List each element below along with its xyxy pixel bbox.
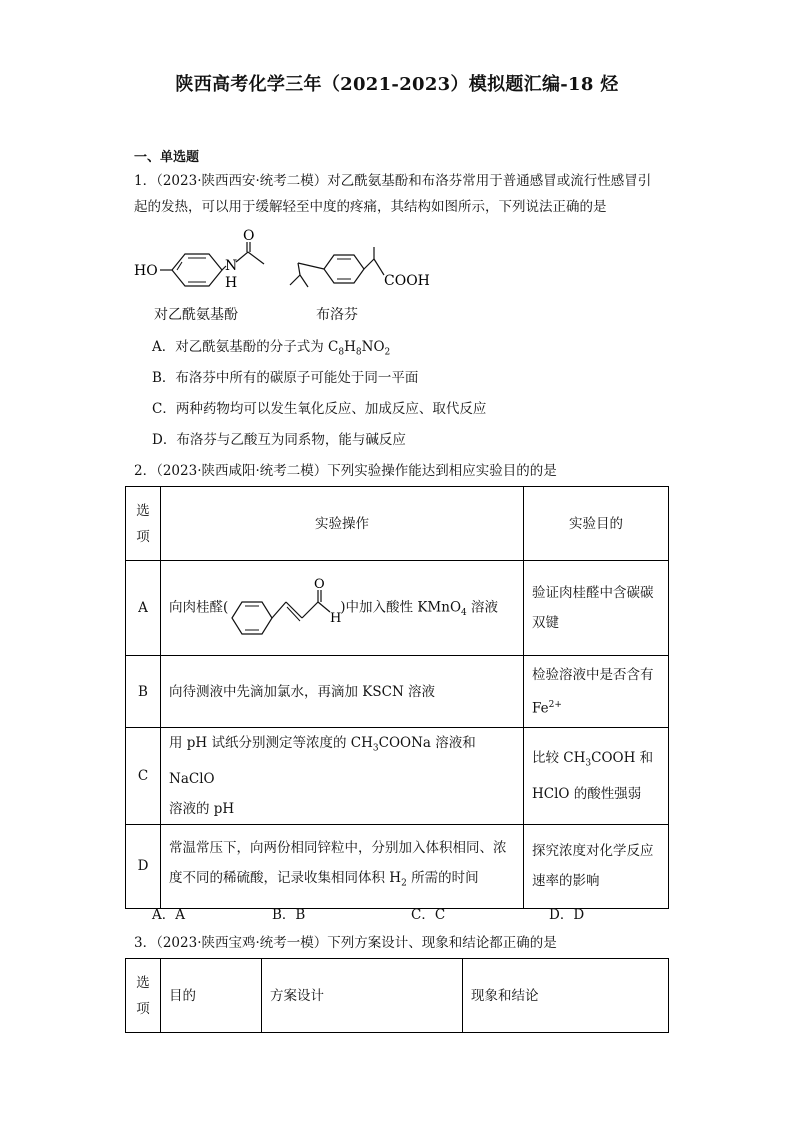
- table-header-row: [126, 487, 669, 561]
- table-header-row: [126, 959, 669, 1033]
- subscript: 8: [338, 347, 345, 358]
- header-option-line: 选: [136, 502, 150, 519]
- answer-choice-c[interactable]: C．C: [411, 907, 446, 923]
- row-letter: C: [126, 728, 161, 825]
- header-option: [126, 487, 161, 561]
- atom-o: O: [314, 577, 325, 592]
- purpose-line: 探究浓度对化学反应: [532, 843, 654, 860]
- purpose-line: 速率的影响: [532, 873, 600, 890]
- question-1-line-1: 1．（2023·陕西西安·统考二模）对乙酰氨基酚和布洛芬常用于普通感冒或流行性感冒引: [134, 173, 652, 189]
- header-option-line: 选: [136, 974, 150, 991]
- purpose-text: 比较 CH: [532, 750, 586, 766]
- operation-line: [169, 863, 515, 899]
- question-1-line-2: 起的发热，可以用于缓解轻至中度的疼痛，其结构如图所示，下列说法正确的是: [134, 199, 607, 215]
- question-1-option-d[interactable]: D．布洛芬与乙酸互为同系物，能与碱反应: [152, 432, 406, 448]
- atom-h: H: [225, 275, 238, 291]
- header-design: 方案设计: [262, 959, 463, 1033]
- operation-text: )中加入酸性 KMnO: [340, 599, 462, 616]
- operation-line: 溶液的 pH: [169, 800, 235, 817]
- header-purpose: 实验目的: [524, 487, 669, 561]
- header-option-line: 项: [136, 528, 150, 545]
- subscript: 8: [355, 347, 362, 358]
- subscript: 2: [401, 879, 407, 890]
- question-3-table: [125, 958, 669, 1033]
- page-title: 陕西高考化学三年（2021-2023）模拟题汇编-18 烃: [175, 74, 619, 95]
- operation-text: COONa 溶液和 NaClO: [169, 735, 476, 787]
- atom-n: N: [225, 258, 238, 274]
- header-operation: 实验操作: [161, 487, 524, 561]
- question-2-table: [125, 486, 669, 909]
- purpose-line: 验证肉桂醛中含碳碳: [532, 585, 654, 601]
- row-letter: B: [126, 656, 161, 728]
- subscript: 2: [384, 347, 391, 358]
- acetaminophen-structure: [130, 228, 270, 292]
- purpose-line: HClO 的酸性强弱: [532, 785, 642, 802]
- question-2-stem: 2．（2023·陕西咸阳·统考二模）下列实验操作能达到相应实验目的的是: [134, 463, 557, 479]
- row-b-purpose: [524, 656, 669, 728]
- atom-o: O: [243, 228, 255, 244]
- atom-cooh: COOH: [384, 273, 430, 289]
- benzene-ring: [172, 254, 222, 286]
- row-a-operation: [161, 561, 524, 656]
- purpose-line: [532, 690, 660, 724]
- row-letter: D: [126, 824, 161, 908]
- purpose-line: 检验溶液中是否含有: [532, 666, 654, 683]
- operation-line: [169, 728, 515, 794]
- cinnamaldehyde-structure: [226, 576, 342, 640]
- table-row: [126, 656, 669, 728]
- section-heading: 一、单选题: [134, 150, 200, 165]
- row-d-operation: [161, 824, 524, 908]
- question-3-stem: 3．（2023·陕西宝鸡·统考一模）下列方案设计、现象和结论都正确的是: [134, 935, 557, 951]
- header-option-line: 项: [136, 1000, 150, 1017]
- answer-choice-a[interactable]: A．A: [152, 907, 185, 923]
- purpose-text: Fe: [532, 700, 549, 717]
- subscript: 4: [461, 608, 467, 619]
- label-ibuprofen: 布洛芬: [316, 307, 358, 323]
- ibuprofen-structure: [288, 245, 438, 297]
- row-c-operation: [161, 728, 524, 825]
- purpose-line: 双键: [532, 615, 559, 631]
- row-a-purpose: [524, 561, 669, 656]
- operation-line: 常温常压下，向两份相同锌粒中，分别加入体积相同、浓: [169, 840, 507, 857]
- option-a-text: A．对乙酰氨基酚的分子式为 C: [152, 339, 339, 355]
- table-row: [126, 728, 669, 825]
- option-a-text: H: [344, 339, 356, 355]
- operation-text: 所需的时间: [406, 870, 479, 887]
- table-row: [126, 824, 669, 908]
- row-letter: A: [126, 561, 161, 656]
- header-goal: 目的: [161, 959, 262, 1033]
- table-row: [126, 561, 669, 656]
- operation-text: 溶液: [466, 599, 499, 616]
- option-a-text: NO: [361, 339, 385, 355]
- row-b-operation: 向待测液中先滴加氯水，再滴加 KSCN 溶液: [161, 656, 524, 728]
- row-c-purpose: [524, 728, 669, 825]
- purpose-line: [532, 743, 660, 779]
- operation-text: 向肉桂醛(: [169, 599, 229, 616]
- operation-text: 用 pH 试纸分别测定等浓度的 CH: [169, 735, 373, 751]
- question-1-option-b[interactable]: B．布洛芬中所有的碳原子可能处于同一平面: [152, 370, 419, 386]
- question-1-stem: [134, 168, 664, 220]
- atom-h: H: [330, 611, 342, 626]
- operation-text: 度不同的稀硫酸，记录收集相同体积 H: [169, 870, 402, 887]
- atom-ho: HO: [134, 263, 158, 279]
- label-acetaminophen: 对乙酰氨基酚: [154, 307, 238, 323]
- row-d-purpose: [524, 824, 669, 908]
- header-option: [126, 959, 161, 1033]
- header-result: 现象和结论: [463, 959, 669, 1033]
- subscript: 3: [585, 758, 592, 769]
- purpose-text: COOH 和: [591, 750, 654, 766]
- question-1-option-c[interactable]: C．两种药物均可以发生氧化反应、加成反应、取代反应: [152, 401, 487, 417]
- question-1-option-a[interactable]: [152, 337, 390, 363]
- answer-choice-d[interactable]: D．D: [549, 907, 585, 923]
- superscript: 2+: [548, 699, 562, 710]
- answer-choice-b[interactable]: B．B: [272, 907, 306, 923]
- subscript: 3: [372, 743, 379, 754]
